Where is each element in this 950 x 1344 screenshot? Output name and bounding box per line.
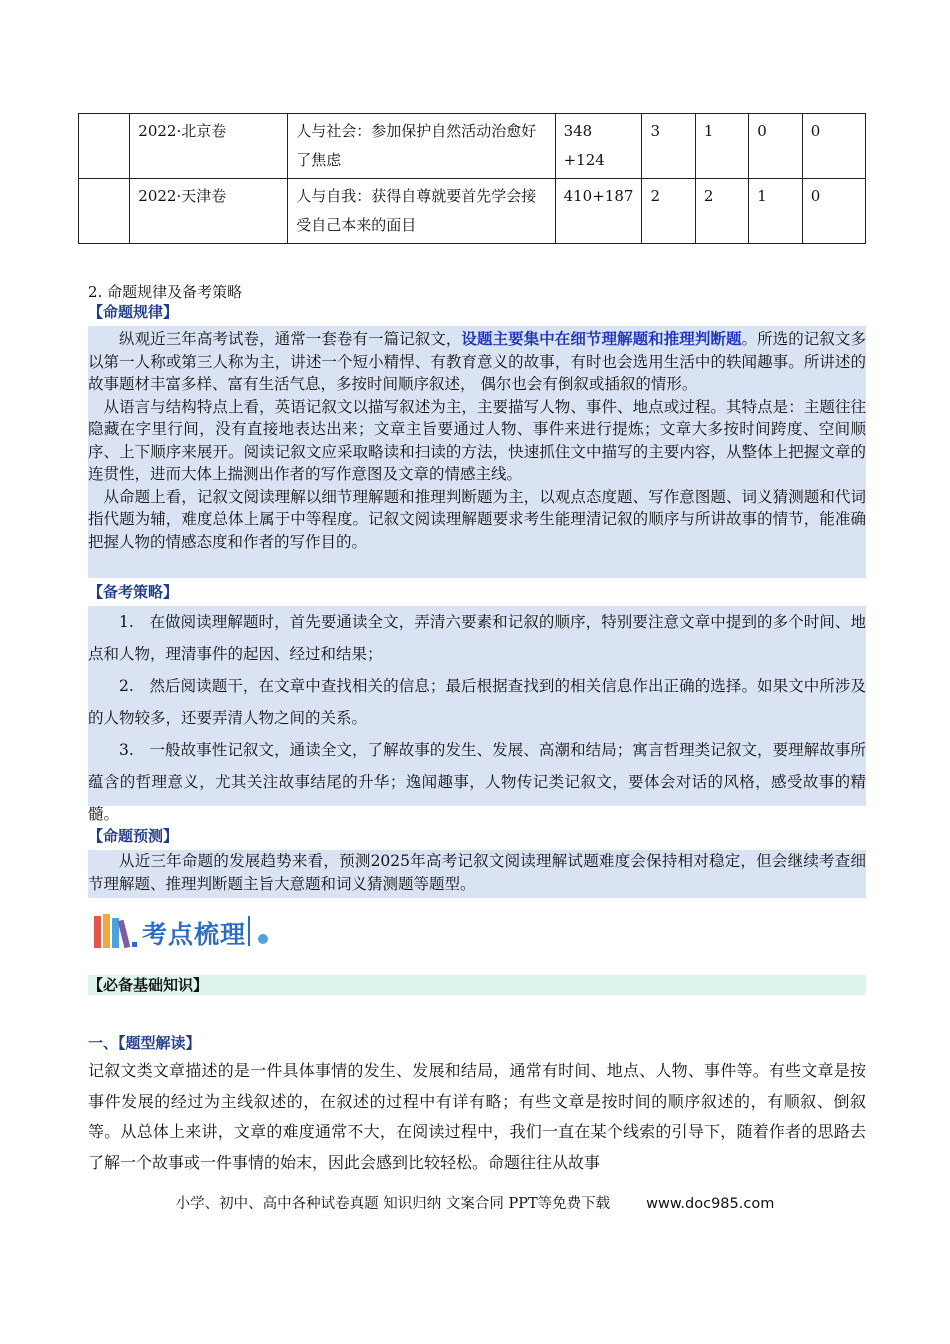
table-cell-exam: 2022·天津卷 (130, 179, 288, 244)
table-cell (79, 179, 130, 244)
strategy-section (88, 606, 866, 823)
table-cell-count: 1 (695, 114, 748, 179)
strategy-item-2: 2. 然后阅读题干，在文章中查找相关的信息；最后根据查找到的相关信息作出正确的选择。如果文中所涉及的人物较多，还要弄清人物之间的关系。 (88, 677, 866, 727)
rule-heading-label: 【命题规律】 (88, 303, 179, 321)
strategy-heading-label: 【备考策略】 (88, 583, 179, 601)
rule-highlight: 设题主要集中在细节理解题和推理判断题 (461, 330, 742, 348)
table-cell-count: 0 (802, 114, 865, 179)
forecast-heading-label: 【命题预测】 (88, 827, 179, 845)
page-footer (0, 1194, 950, 1214)
kaodian-logo (92, 910, 292, 954)
section-1-label: 【题型解读】 (118, 1034, 201, 1052)
forecast-text: 从近三年命题的发展趋势来看，预测2025年高考记叙文阅读理解试题难度会保持相对稳定，但会继续考查细节理解题、推理判断题主旨大意题和词义猜测题等题型。 (88, 852, 866, 893)
footer-text: 小学、初中、高中各种试卷真题 知识归纳 文案合同 PPT等免费下载 (175, 1196, 611, 1212)
table-cell-count: 3 (642, 114, 695, 179)
section-1-text: 记叙文类文章描述的是一件具体事情的发生、发展和结局，通常有时间、地点、人物、事件等。有些文章是按事件发展的经过为主线叙述的，在叙述的过程中有详有略；有些文章是按时间的顺序叙述的，有顺叙、倒叙等。从总体上来讲，文章的难度通常不大，在阅读过程中，我们一直在某个线索的引导下，随着作者的思路去了解一个故事或一件事情的始末，因此会感到比较轻松。命题往往从故事 (88, 1061, 866, 1172)
table-cell-count: 0 (802, 179, 865, 244)
strategy-heading (88, 582, 866, 602)
rule-paragraph-3: 从命题上看，记叙文阅读理解以细节理解题和推理判断题为主，以观点态度题、写作意图题、词义猜测题和代词指代题为辅，难度总体上属于中等程度。记叙文阅读理解题要求考生能理清记叙的顺序与所讲故事的情节，能准确把握人物的情感态度和作者的写作目的。 (88, 487, 866, 551)
table-row (79, 114, 866, 179)
section-1-number: 一、 (88, 1034, 119, 1052)
logo-dot (258, 934, 268, 944)
table-cell-theme: 人与自我：获得自尊就要首先学会接受自己本来的面目 (288, 179, 555, 244)
table-cell-count: 2 (642, 179, 695, 244)
section-2-title: 2. 命题规律及备考策略 (88, 283, 243, 301)
rule-paragraph-2: 从语言与结构特点上看，英语记叙文以描写叙述为主，主要描写人物、事件、地点或过程。其特点是：主题往往隐藏在字里行间，没有直接地表达出来；文章主旨要通过人物、事件来进行提炼；文章大多按时间跨度、空间顺序、上下顺序来展开。阅读记叙文应采取略读和扫读的方法，快速抓住文中描写的主要内容，从整体上把握文章的连贯性，进而大体上揣测出作者的写作意图及文章的情感主线。 (88, 397, 866, 483)
rule-section (88, 326, 866, 578)
logo-cursor-bar (248, 916, 250, 946)
section-1-body (88, 1056, 866, 1178)
logo-text: 考点梳理 (142, 920, 247, 949)
table-cell-words: 410+187 (555, 179, 642, 244)
table-cell-theme: 人与社会：参加保护自然活动治愈好了焦虑 (288, 114, 555, 179)
basics-heading (88, 975, 866, 995)
table-row (79, 179, 866, 244)
table-cell-count: 1 (749, 179, 802, 244)
basics-heading-label: 【必备基础知识】 (88, 976, 209, 994)
rule-heading (88, 302, 866, 322)
section-1-heading (88, 1033, 866, 1053)
strategy-item-1: 1. 在做阅读理解题时，首先要通读全文，弄清六要素和记叙的顺序，特别要注意文章中提到的多个时间、地点和人物，理清事件的起因、经过和结果； (88, 613, 866, 663)
strategy-item-3: 3. 一般故事性记叙文，通读全文，了解故事的发生、发展、高潮和结局；寓言哲理类记叙文，要理解故事所蕴含的哲理意义，尤其关注故事结尾的升华；逸闻趣事，人物传记类记叙文，要体会对话的风格，感受故事的精髓。 (88, 741, 866, 823)
table-cell-words: 348 +124 (555, 114, 642, 179)
forecast-section (88, 850, 866, 898)
table-cell-count: 0 (749, 114, 802, 179)
table-cell-count: 2 (695, 179, 748, 244)
forecast-heading (88, 826, 866, 846)
table-cell (79, 114, 130, 179)
table-cell-exam: 2022·北京卷 (130, 114, 288, 179)
exam-table (78, 113, 866, 244)
footer-url[interactable]: www.doc985.com (646, 1196, 775, 1212)
rule-paragraph-1: 纵观近三年高考试卷，通常一套卷有一篇记叙文，设题主要集中在细节理解题和推理判断题。所选的记叙文多以第一人称或第三人称为主，讲述一个短小精悍、有教育意义的故事，有时也会选用生活中的轶闻趣事。所讲述的故事题材丰富多样、富有生活气息，多按时间顺序叙述， 偶尔也会有倒叙或插叙的情形。 (88, 330, 866, 393)
books-icon (92, 912, 140, 952)
